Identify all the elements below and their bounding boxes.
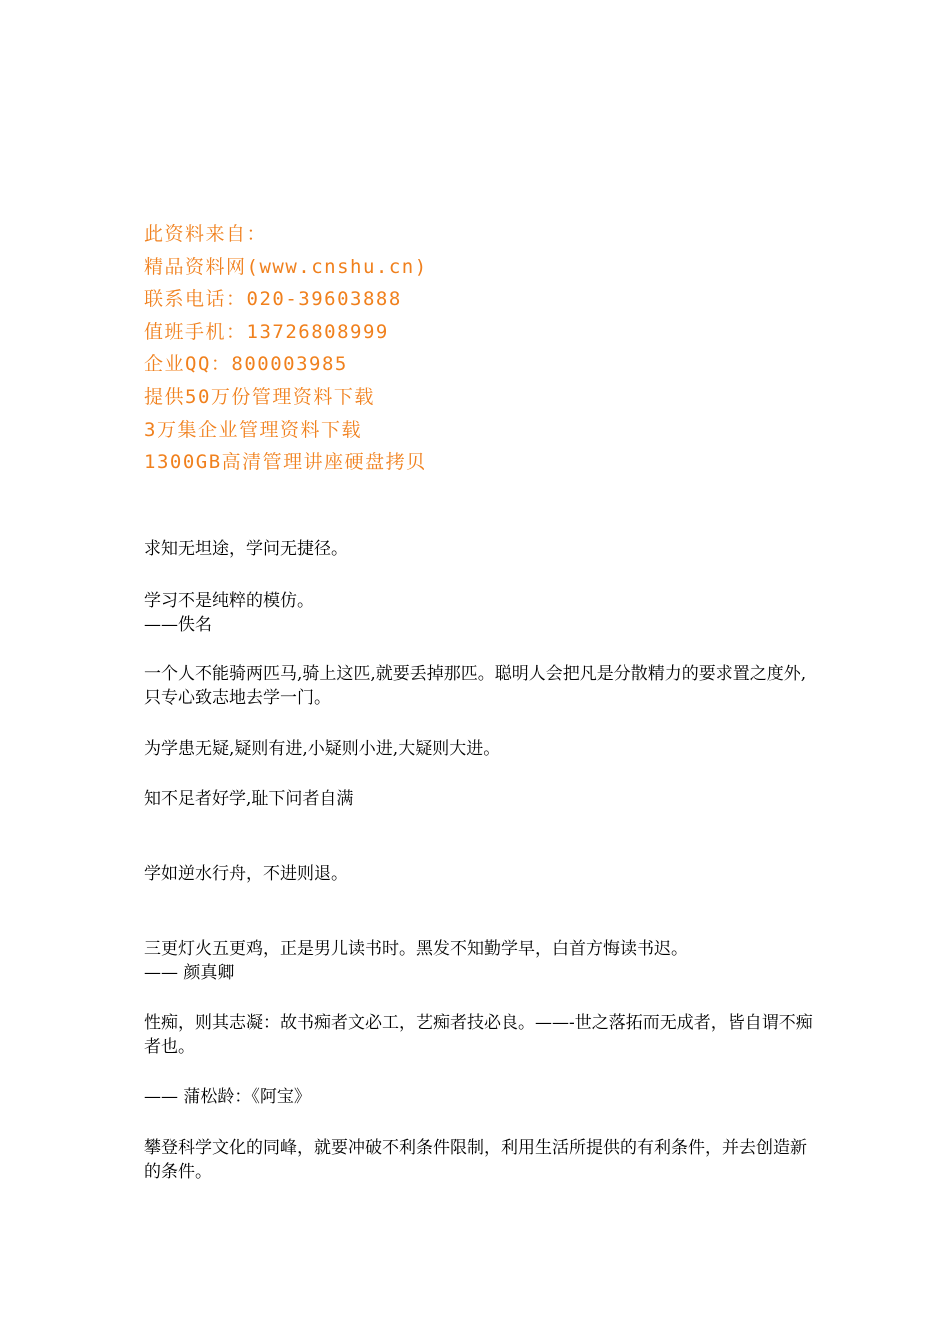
quote-paragraph-4: 为学患无疑,疑则有进,小疑则小进,大疑则大进。 (144, 739, 501, 759)
quote-paragraph-6: 学如逆水行舟，不进则退。 (144, 864, 348, 884)
quote-paragraph-2 (144, 589, 814, 637)
quote-text: 三更灯火五更鸡，正是男儿读书时。黑发不知勤学早，白首方悔读书迟。 (144, 939, 688, 959)
quote-paragraph-1: 求知无坦途，学问无捷径。 (144, 539, 348, 559)
quote-author-line: —— 蒲松龄：《阿宝》 (144, 1087, 311, 1107)
source-line-phone: 联系电话：020-39603888 (144, 288, 402, 311)
quote-paragraph-7 (144, 937, 814, 985)
source-line-website: 精品资料网(www.cnshu.cn) (144, 255, 428, 278)
source-line-offer-2: 3万集企业管理资料下载 (144, 418, 362, 441)
source-line-offer-1: 提供50万份管理资料下载 (144, 385, 375, 408)
quote-text: 学习不是纯粹的模仿。 (144, 591, 314, 611)
quote-paragraph-3: 一个人不能骑两匹马,骑上这匹,就要丢掉那匹。聪明人会把凡是分散精力的要求置之度外,只专心致志地去学一门。 (144, 664, 807, 708)
source-info-block (144, 218, 428, 479)
quote-author: ——佚名 (144, 615, 212, 635)
source-line-label: 此资料来自： (144, 223, 268, 245)
quote-paragraph-5: 知不足者好学,耻下问者自满 (144, 789, 354, 809)
quote-paragraph-10: 攀登科学文化的同峰，就要冲破不利条件限制，利用生活所提供的有利条件，并去创造新的条件。 (144, 1138, 807, 1182)
quote-author: —— 颜真卿 (144, 963, 235, 983)
source-line-mobile: 值班手机：13726808999 (144, 320, 389, 343)
source-line-offer-3: 1300GB高清管理讲座硬盘拷贝 (144, 451, 427, 474)
quote-paragraph-8: 性痴，则其志凝：故书痴者文必工，艺痴者技必良。——-世之落拓而无成者，皆自谓不痴者也。 (144, 1013, 813, 1057)
source-line-qq: 企业QQ：800003985 (144, 353, 348, 376)
